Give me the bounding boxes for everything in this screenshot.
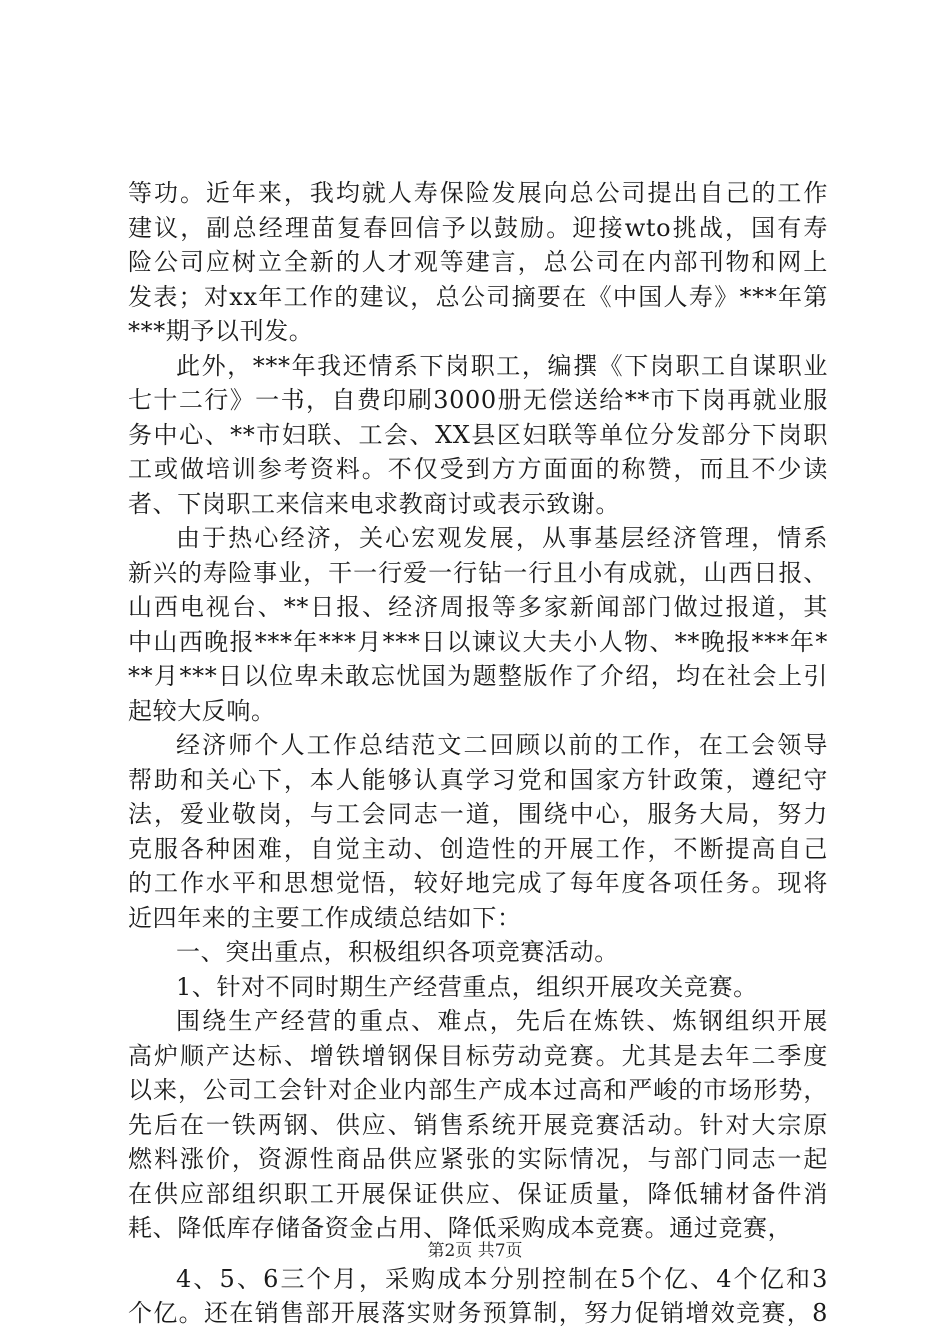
- text-line: 建议，副总经理苗复春回信予以鼓励。迎接wto挑战，国有寿: [128, 213, 828, 242]
- document-body: [128, 176, 828, 1331]
- text-line: **月***日以位卑未敢忘忧国为题整版作了介绍，均在社会上引: [128, 662, 828, 690]
- text-line: 发表；对xx年工作的建议，总公司摘要在《中国人寿》***年第: [128, 282, 828, 311]
- text-line: 个亿。还在销售部开展落实财务预算制，努力促销增效竞赛，8: [128, 1299, 828, 1327]
- text-line: 务中心、**市妇联、工会、XX县区妇联等单位分发部分下岗职: [128, 420, 828, 449]
- text-line: 在供应部组织职工开展保证供应、保证质量，降低辅材备件消: [128, 1179, 828, 1208]
- text-line: 险公司应树立全新的人才观等建言，总公司在内部刊物和网上: [128, 248, 828, 276]
- text-line: 的工作水平和思想觉悟，较好地完成了每年度各项任务。现将: [128, 869, 828, 897]
- text-line: 帮助和关心下，本人能够认真学习党和国家方针政策，遵纪守: [128, 765, 828, 794]
- text-line: 经济师个人工作总结范文二回顾以前的工作，在工会领导: [176, 731, 828, 759]
- text-line: 先后在一铁两钢、供应、销售系统开展竞赛活动。针对大宗原: [128, 1110, 828, 1139]
- text-line: 近四年来的主要工作成绩总结如下：: [128, 903, 522, 932]
- text-line: 以来，公司工会针对企业内部生产成本过高和严峻的市场形势，: [128, 1076, 828, 1104]
- text-line: 4、5、6三个月，采购成本分别控制在5个亿、4个亿和3: [176, 1264, 828, 1293]
- page-footer: [0, 1239, 950, 1263]
- text-line: 等功。近年来，我均就人寿保险发展向总公司提出自己的工作: [128, 179, 828, 207]
- text-line: 中山西晚报***年***月***日以谏议大夫小人物、**晚报***年*: [128, 627, 828, 656]
- text-line: 此外，***年我还情系下岗职工，编撰《下岗职工自谋职业: [176, 351, 828, 380]
- text-line: 高炉顺产达标、增铁增钢保目标劳动竞赛。尤其是去年二季度: [128, 1041, 828, 1070]
- text-line: 围绕生产经营的重点、难点，先后在炼铁、炼钢组织开展: [176, 1007, 828, 1035]
- text-line: 燃料涨价，资源性商品供应紧张的实际情况，与部门同志一起: [128, 1145, 828, 1173]
- text-line: 工或做培训参考资料。不仅受到方方面面的称赞，而且不少读: [128, 455, 828, 483]
- text-line: 由于热心经济，关心宏观发展，从事基层经济管理，情系: [176, 524, 828, 552]
- text-line: 1、针对不同时期生产经营重点，组织开展攻关竞赛。: [176, 972, 758, 1001]
- text-line: 一、突出重点，积极组织各项竞赛活动。: [176, 938, 619, 966]
- text-line: 起较大反响。: [128, 696, 276, 725]
- text-line: 法，爱业敬岗，与工会同志一道，围绕中心，服务大局，努力: [128, 800, 828, 828]
- text-line: 者、下岗职工来信来电求教商讨或表示致谢。: [128, 489, 620, 518]
- text-line: 克服各种困难，自觉主动、创造性的开展工作，不断提高自己: [128, 834, 828, 863]
- page-indicator: 第2页 共7页: [427, 1241, 523, 1261]
- text-line: 七十二行》一书，自费印刷3000册无偿送给**市下岗再就业服: [128, 386, 828, 414]
- text-line: 山西电视台、**日报、经济周报等多家新闻部门做过报道，其: [128, 593, 828, 621]
- text-line: 耗、降低库存储备资金占用、降低采购成本竞赛。通过竞赛，: [128, 1214, 793, 1242]
- text-line: ***期予以刊发。: [128, 317, 314, 345]
- text-line: 新兴的寿险事业，干一行爱一行钻一行且小有成就，山西日报、: [128, 558, 828, 587]
